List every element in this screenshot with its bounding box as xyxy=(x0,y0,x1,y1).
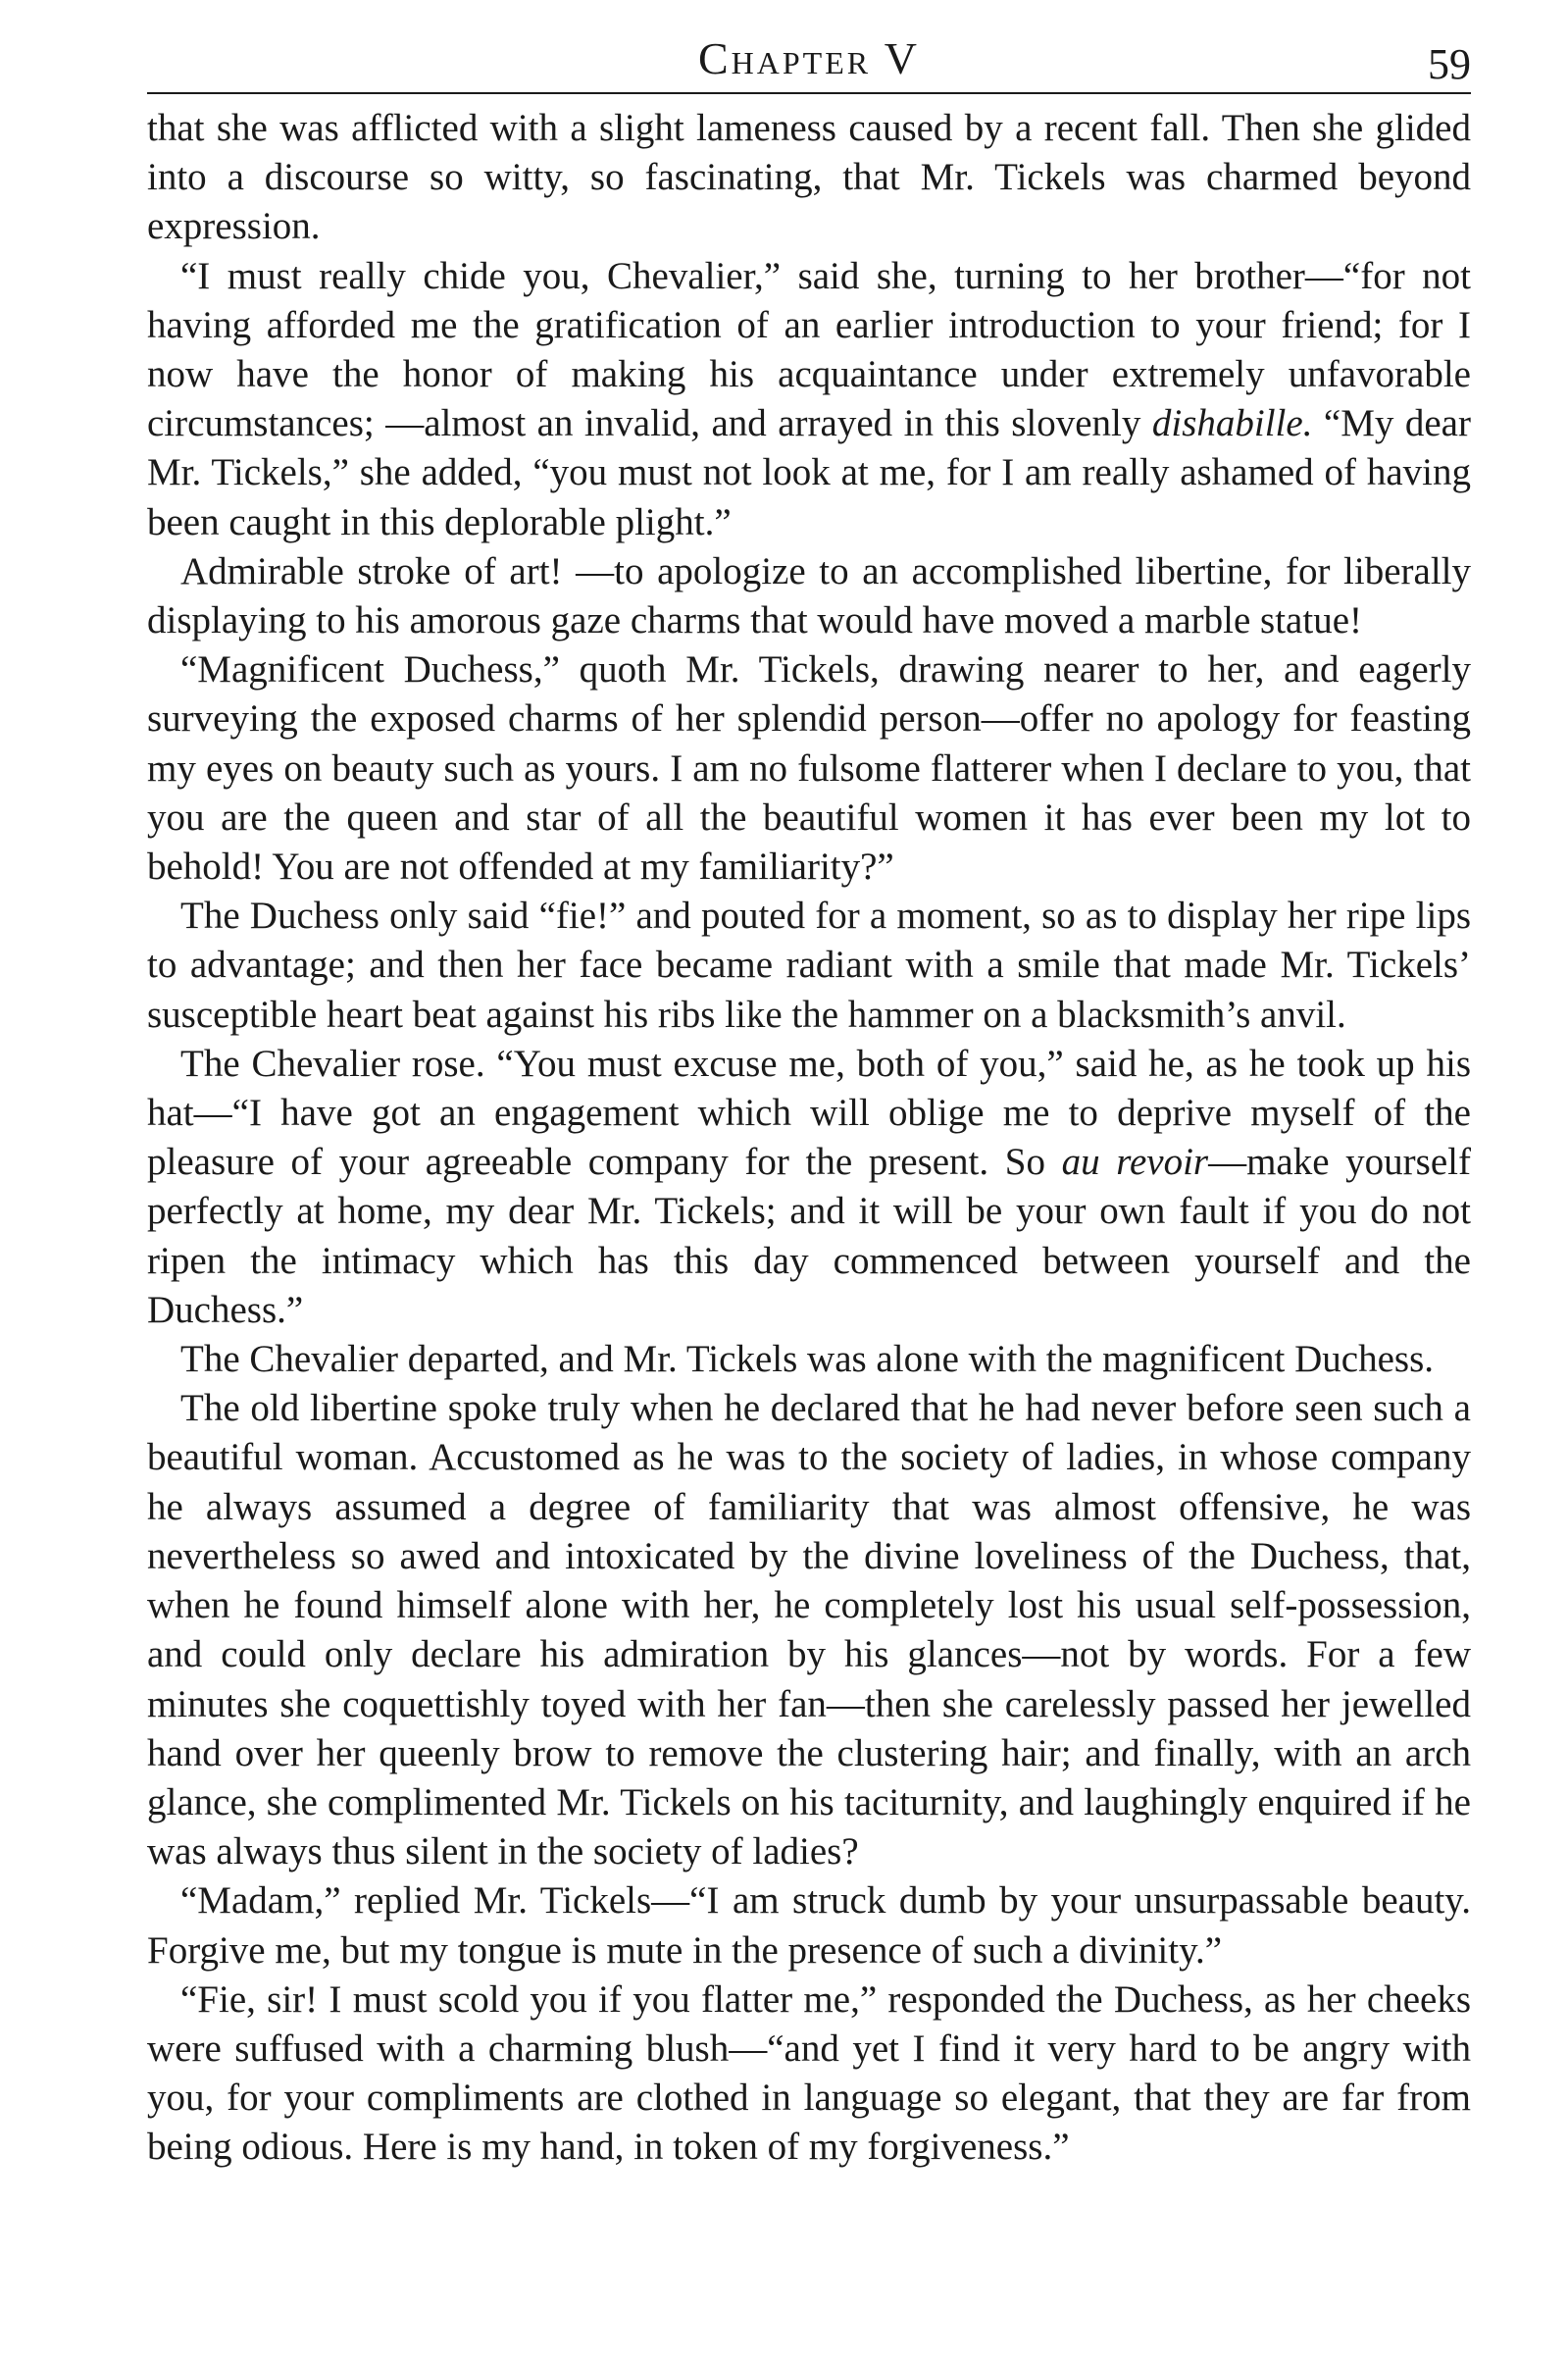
page-number: 59 xyxy=(1428,40,1471,88)
paragraph-8: The old libertine spoke truly when he declared that he had never before seen such a beautiful woman. Accustomed as he was to the society of ladies, in whose company he always assumed a degree of familiarity that was almost offensive, he was nevertheless so awed and intoxicated by the divine loveliness of the Duchess, that, when he found himself alone with her, he completely lost his usual self-possession, and could only declare his admiration by his glances—not by words. For a few minutes she coquettishly toyed with her fan—then she carelessly passed her jewelled hand over her queenly brow to remove the clustering hair; and finally, with an arch glance, she complimented Mr. Tickels on his taciturnity, and laughingly enquired if he was always thus silent in the society of ladies? xyxy=(147,1387,1471,1873)
paragraph-10: “Fie, sir! I must scold you if you flatter me,” responded the Duchess, as her cheeks were suffused with a charming blush—“and yet I find it very hard to be angry with you, for your compliments are clothed in language so elegant, that they are far from being odious. Here is my hand, in token of my forgiveness.” xyxy=(147,1977,1471,2169)
italic-au-revoir: au revoir xyxy=(1061,1141,1209,1184)
paragraph-4: “Magnificent Duchess,” quoth Mr. Tickels, drawing nearer to her, and eagerly surveying the exposed charms of her splendid person—offer no apology for feasting my eyes on beauty such as yours. I am no fulsome flatterer when I declare to you, that you are the queen and star of all the beautiful women it has ever been my lot to behold! You are not offended at my familiarity?” xyxy=(147,648,1471,889)
chapter-title: Chapter V xyxy=(697,33,921,83)
paragraph-5: The Duchess only said “fie!” and pouted for a moment, so as to display her ripe lips to advantage; and then her face became radiant with a smile that made Mr. Tickels’ susceptible heart beat against his ribs like the hammer on a blacksmith’s anvil. xyxy=(147,895,1471,1036)
paragraph-3: Admirable stroke of art! —to apologize to an accomplished libertine, for liberally displaying to his amorous gaze charms that would have moved a marble statue! xyxy=(147,549,1471,642)
paragraph-9: “Madam,” replied Mr. Tickels—“I am struck dumb by your unsurpassable beauty. Forgive me, but my tongue is mute in the presence of such a divinity.” xyxy=(147,1879,1471,1972)
paragraph-1: that she was afflicted with a slight lameness caused by a recent fall. Then she glided into a discourse so witty, so fascinating, that Mr. Tickels was charmed beyond expression. xyxy=(147,107,1471,248)
paragraph-7: The Chevalier departed, and Mr. Tickels was alone with the magnificent Duchess. xyxy=(180,1338,1435,1381)
paragraph-6: The Chevalier rose. “You must excuse me, both of you,” said he, as he took up his hat—“I have got an engagement which will oblige me to deprive myself of the pleasure of your agreeable company for the present. So au revoir—make yourself perfectly at home, my dear Mr. Tickels; and it will be your own fault if you do not ripen the intimacy which has this day commenced between yourself and the Duchess.” xyxy=(147,1042,1471,1331)
body-text xyxy=(147,104,1471,2173)
running-head xyxy=(147,29,1471,94)
book-page xyxy=(147,29,1471,2173)
paragraph-2: “I must really chide you, Chevalier,” said she, turning to her brother—“for not having afforded me the gratification of an earlier introduction to your friend; for I now have the honor of making his acquaintance under extremely unfavorable circumstances; —almost an invalid, and arrayed in this slovenly dishabille. “My dear Mr. Tickels,” she added, “you must not look at me, for I am really ashamed of having been caught in this deplorable plight.” xyxy=(147,254,1471,543)
italic-dishabille: dishabille. xyxy=(1151,402,1313,445)
